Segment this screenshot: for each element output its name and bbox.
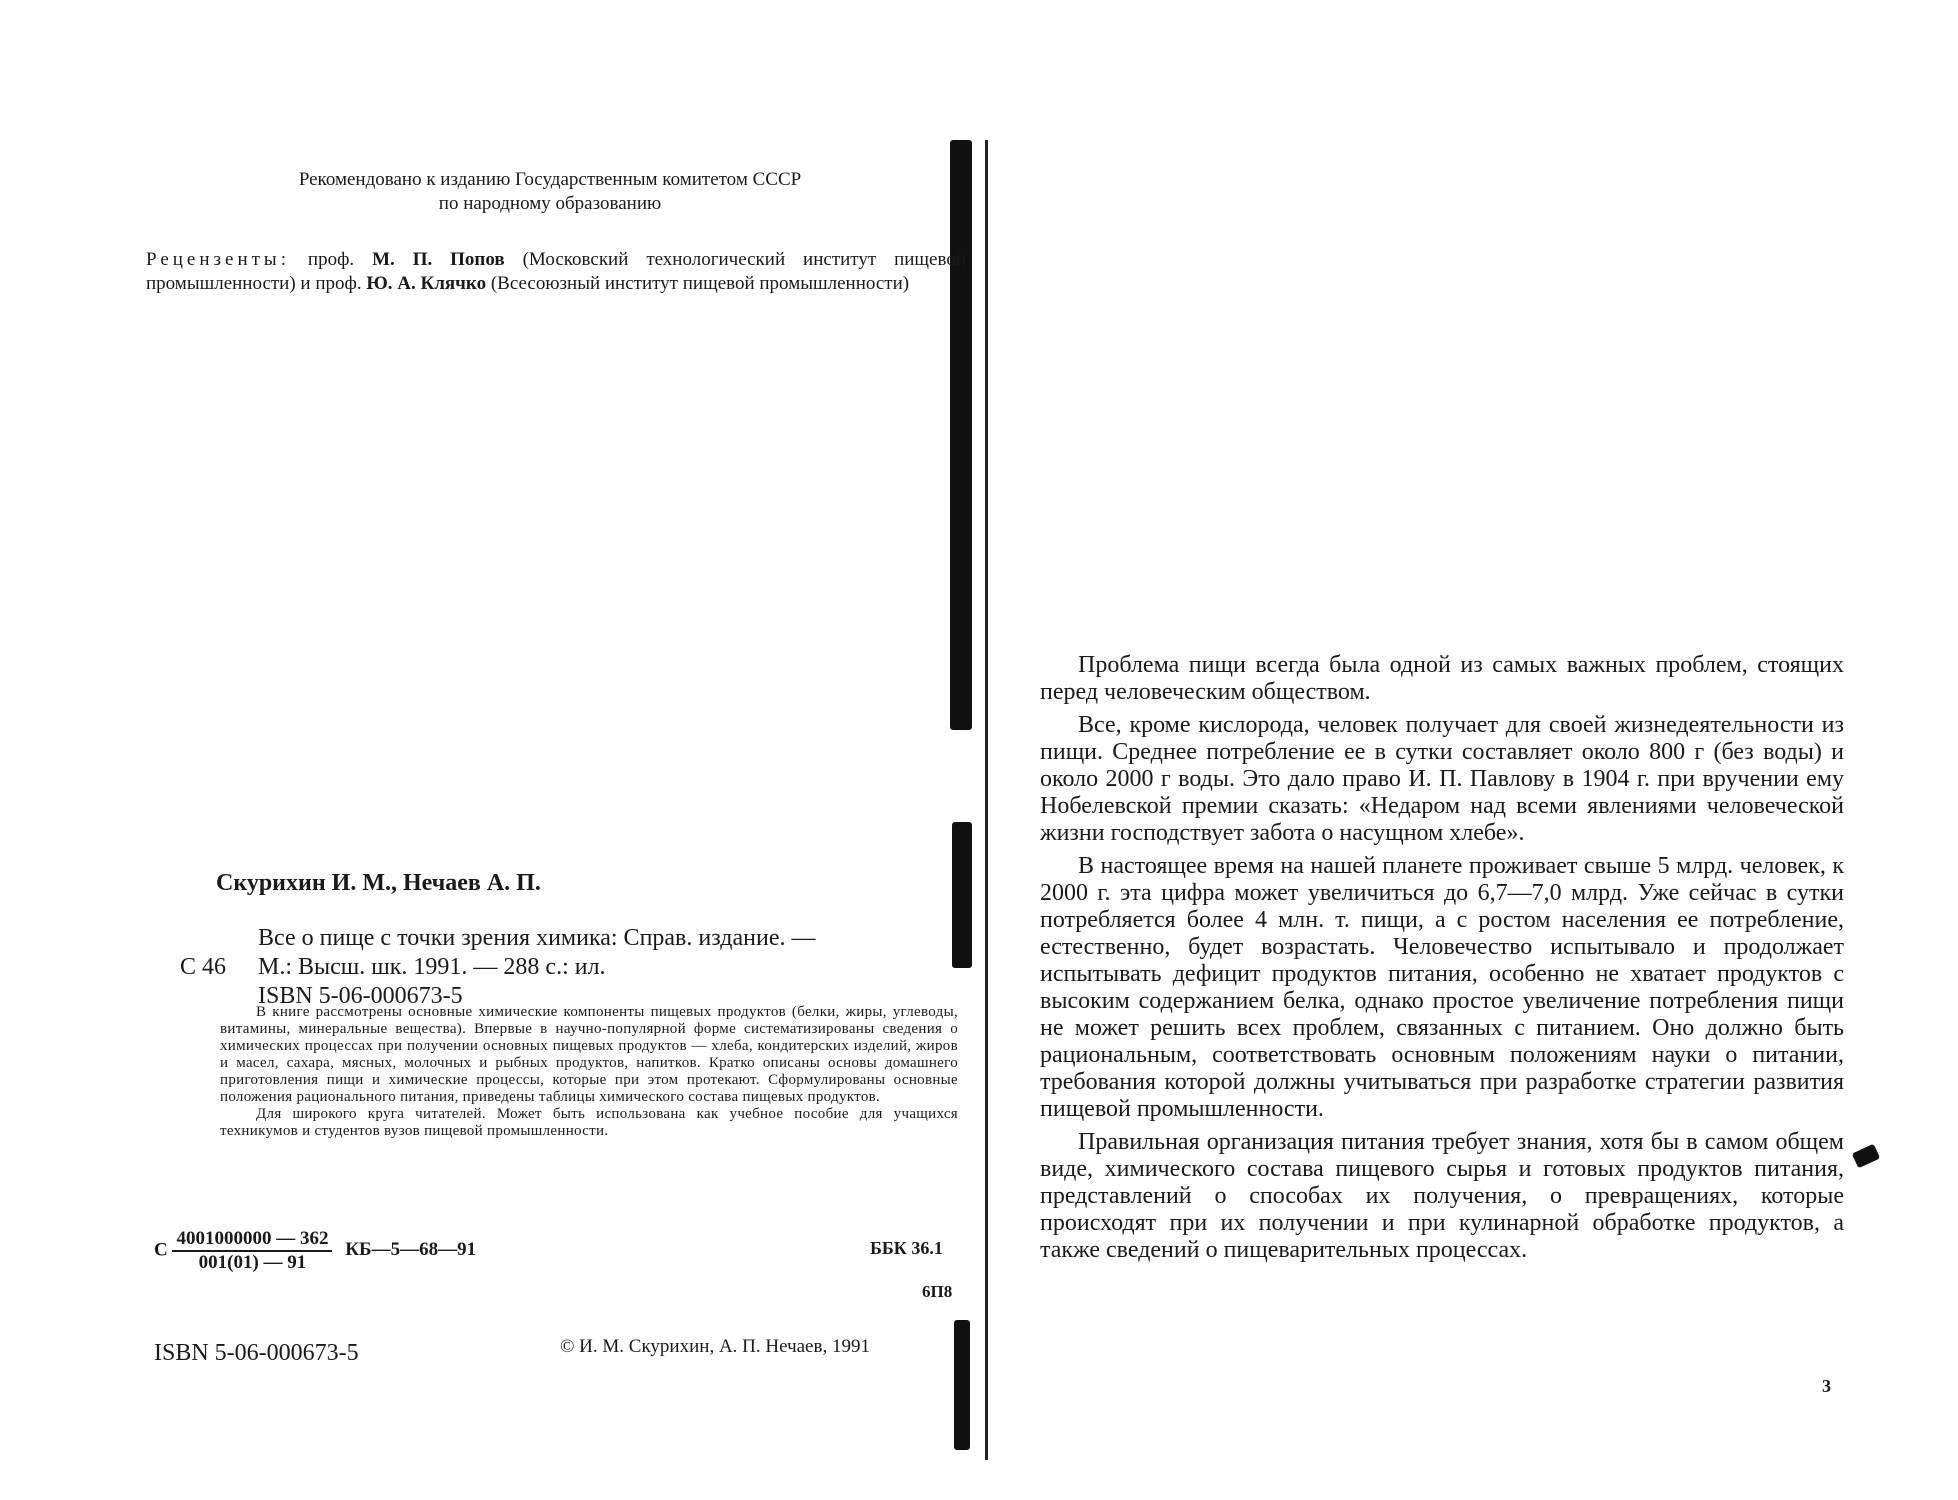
annotation-paragraph: В книге рассмотрены основные химические компоненты пищевых продуктов (белки, жиры, углеводы, витамины, минеральные вещества). Впервые в научно-популярной форме систематизированы сведения о химических процессах при получении основных пищевых продуктов — хлеба, кондитерских изделий, жиров и масел, сахара, мясных, молочных и рыбных продуктов, напитков. Кратко описаны основы домашнего приготовления пищи и химические процессы, которые при этом протекают. Сформулированы основные положения рационального питания, приведены таблицы химического состава пищевых продуктов. bbox=[220, 1004, 958, 1105]
scan-shadow bbox=[1852, 1144, 1881, 1169]
text-paragraph: Проблема пищи всегда была одной из самых важных проблем, стоящих перед человеческим обществом. bbox=[1040, 652, 1844, 705]
classification-index bbox=[154, 1228, 476, 1274]
page-number: 3 bbox=[1822, 1376, 1831, 1396]
book-title-line: Все о пище с точки зрения химика: Справ. издание. — bbox=[258, 925, 816, 951]
class-letter: С bbox=[154, 1239, 168, 1261]
class-fraction bbox=[172, 1228, 332, 1274]
reviewer-name: Ю. А. Клячко bbox=[366, 273, 487, 294]
reviewer-name: М. П. Попов bbox=[372, 249, 505, 270]
reviewers-label: Рецензенты: bbox=[146, 249, 290, 270]
annotation bbox=[220, 1004, 958, 1140]
publisher-line: М.: Высш. шк. 1991. — 288 с.: ил. bbox=[258, 954, 606, 980]
udk-index: 6П8 bbox=[922, 1282, 953, 1301]
reviewers-text: (Московский технологический институт пищевой промышленности) и проф. bbox=[146, 249, 966, 294]
recommendation-line: по народному образованию bbox=[438, 193, 662, 214]
isbn-line: ISBN 5-06-000673-5 bbox=[258, 983, 463, 1009]
text-paragraph: Все, кроме кислорода, человек получает для своей жизнедеятельности из пищи. Среднее потребление ее в сутки составляет около 800 г (без воды) и около 2000 г воды. Это дало право И. П. Павлову в 1904 г. при вручении ему Нобелевской премии сказать: «Недаром над всеми явлениями человеческой жизни господствует забота о насущном хлебе». bbox=[1040, 712, 1844, 846]
isbn-bottom: ISBN 5-06-000673-5 bbox=[154, 1340, 359, 1366]
class-code: КБ—5—68—91 bbox=[345, 1239, 477, 1261]
text-paragraph: Правильная организация питания требует знания, хотя бы в самом общем виде, химического состава пищевого сырья и готовых продуктов питания, представлений о способах их получения, о превращениях, которые происходят при их получении и при кулинарной обработке продуктов, а также сведений о пищеварительных процессах. bbox=[1040, 1129, 1844, 1263]
library-code: С 46 bbox=[180, 954, 227, 980]
page-gutter bbox=[985, 140, 988, 1460]
recommendation-note bbox=[200, 168, 900, 216]
book-authors: Скурихин И. М., Нечаев А. П. bbox=[216, 870, 541, 896]
bbk-index: ББК 36.1 bbox=[870, 1238, 943, 1258]
recommendation-line: Рекомендовано к изданию Государственным комитетом СССР bbox=[298, 169, 802, 190]
main-text bbox=[1040, 652, 1844, 1270]
text-paragraph: В настоящее время на нашей планете проживает свыше 5 млрд. человек, к 2000 г. эта цифра может увеличиться до 6,7—7,0 млрд. Уже сейчас в сутки потребляется более 4 млн. т. пищи, а с ростом населения ее потребление, естественно, будет возрастать. Человечество испытывало и продолжает испытывать дефицит продуктов питания, особенно не хватает продуктов с высоким содержанием белка, однако простое увеличение потребления пищи не может решить всех проблем, связанных с питанием. Оно должно быть рациональным, соответствовать основным положениям науки о питании, требования которой должны учитываться при разработке стратегии развития пищевой промышленности. bbox=[1040, 853, 1844, 1122]
reviewers-block bbox=[146, 248, 966, 296]
reviewers-text: проф. bbox=[289, 249, 373, 270]
class-denominator: 001(01) — 91 bbox=[198, 1252, 307, 1273]
annotation-paragraph: Для широкого круга читателей. Может быть использована как учебное пособие для учащихся техникумов и студентов вузов пищевой промышленности. bbox=[220, 1106, 958, 1139]
class-numerator: 4001000000 — 362 bbox=[172, 1228, 332, 1252]
bibliographic-record bbox=[180, 895, 960, 1011]
reviewers-text: (Всесоюзный институт пищевой промышленности) bbox=[486, 273, 910, 294]
copyright-line: © И. М. Скурихин, А. П. Нечаев, 1991 bbox=[560, 1336, 870, 1357]
